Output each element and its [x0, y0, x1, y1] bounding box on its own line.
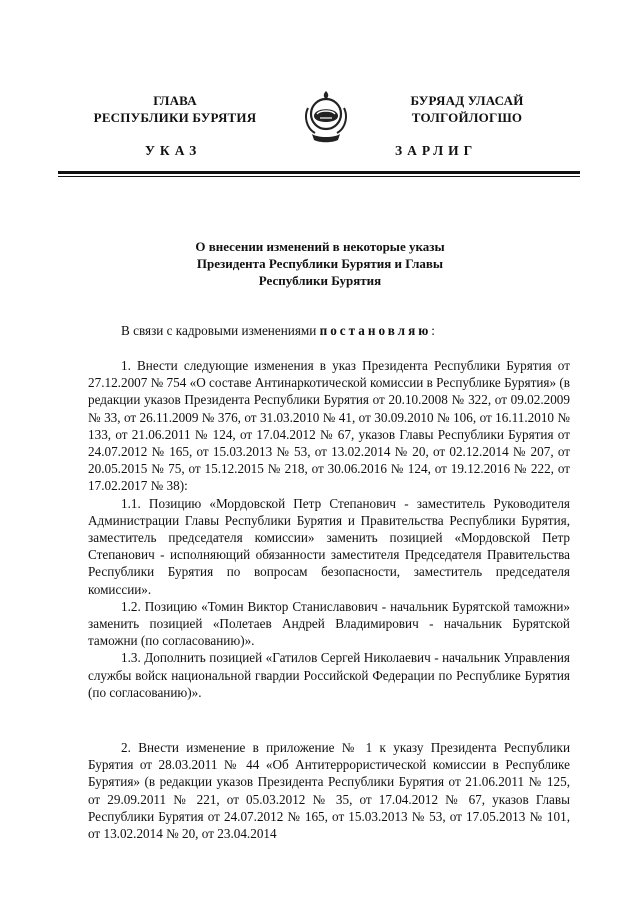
header-divider-thin [58, 176, 580, 177]
header-left-authority [60, 92, 290, 126]
section-1 [88, 357, 570, 701]
intro-paragraph [88, 322, 570, 339]
paragraph-2: 2. Внести изменение в приложение № 1 к указу Президента Республики Бурятия от 28.03.2011 № 44 «Об Антитеррористической комиссии в Республике Бурятия» (в редакции указов Президента Республики Бурятия от 21.06.2011 № 125, от 29.09.2011 № 221, от 05.03.2012 № 35, от 17.04.2012 № 67, указов Главы Республики Бурятия от 24.07.2012 № 165, от 15.03.2013 № 53, от 17.05.2013 № 101, от 13.02.2014 № 20, от 23.04.2014 [88, 740, 570, 842]
doc-type-left: УКАЗ [145, 143, 202, 158]
paragraph-1-2: 1.2. Позицию «Томин Виктор Станиславович - начальник Бурятской таможни» заменить позицией «Полетаев Андрей Владимирович - начальник Бурятской таможни (по согласованию)». [88, 598, 570, 649]
header-right-authority [352, 92, 582, 126]
intro-text: В связи с кадровыми изменениями [121, 323, 317, 338]
decree-title-line1: О внесении изменений в некоторые указы [195, 239, 445, 254]
decree-title-line3: Республики Бурятия [258, 273, 382, 288]
doc-type-right: ЗАРЛИГ [395, 143, 478, 158]
header-right-line2: ТОЛГОЙЛОГШО [411, 110, 523, 125]
decree-title-line2: Президента Республики Бурятия и Главы [196, 256, 444, 271]
section-2 [88, 739, 570, 842]
coat-of-arms-icon [300, 88, 352, 146]
paragraph-1-3: 1.3. Дополнить позицией «Гатилов Сергей Николаевич - начальник Управления службы войск национальной гвардии Российской Федерации по Республике Бурятия (по согласованию)». [88, 650, 570, 700]
header-left-line2: РЕСПУБЛИКИ БУРЯТИЯ [93, 110, 257, 125]
header-right-line1: БУРЯАД УЛАСАЙ [410, 93, 524, 108]
header-divider-thick [58, 171, 580, 174]
header-left-line1: ГЛАВА [153, 93, 197, 108]
paragraph-1-1: 1.1. Позицию «Мордовской Петр Степанович - заместитель Руководителя Администрации Главы Республики Бурятия и Правительства Республики Бурятия, заместитель председателя комиссии» заменить позицией «Мордовской Петр Степанович - исполняющий обязанности заместителя Председателя Правительства Республики Бурятия по вопросам безопасности, заместитель председателя комиссии». [88, 495, 570, 597]
decree-word: постановляю [319, 323, 432, 338]
decree-title [120, 238, 520, 289]
paragraph-1: 1. Внести следующие изменения в указ Президента Республики Бурятия от 27.12.2007 № 754 «О составе Антинаркотической комиссии в Республике Бурятия» (в редакции указов Президента Республики Бурятия от 20.10.2008 № 322, от 09.02.2009 № 33, от 26.11.2009 № 376, от 31.03.2010 № 41, от 30.09.2010 № 106, от 16.11.2010 № 133, от 21.06.2011 № 124, от 17.04.2012 № 67, указов Главы Республики Бурятия от 24.07.2012 № 165, от 15.03.2013 № 53, от 13.02.2014 № 20, от 02.12.2014 № 207, от 20.05.2015 № 75, от 15.12.2015 № 218, от 30.06.2016 № 124, от 19.12.2016 № 222, от 17.02.2017 № 38): [88, 358, 570, 494]
intro-colon: : [431, 323, 435, 338]
